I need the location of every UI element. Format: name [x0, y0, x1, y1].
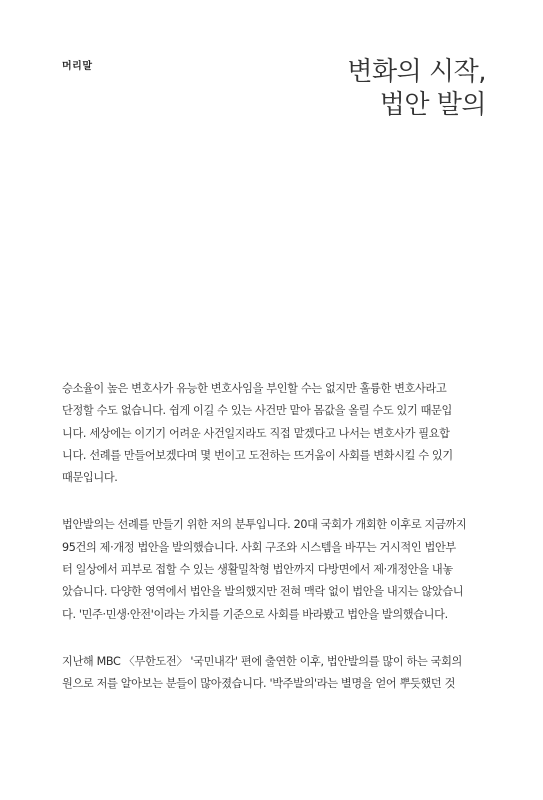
text-line: 95건의 제·개정 법안을 발의했습니다. 사회 구조와 시스템을 바꾸는 거시적인 법안부 [62, 540, 456, 554]
text-line: 때문입니다. [62, 471, 118, 485]
text-line: 니다. 세상에는 이기기 어려운 사건일지라도 직접 맡겠다고 나서는 변호사가 필요합 [62, 426, 450, 440]
text-line: 법안발의는 선례를 만들기 위한 저의 분투입니다. 20대 국회가 개회한 이후로 지금까지 [62, 518, 467, 532]
text-line: 다. '민주·민생·안전'이라는 가치를 기준으로 사회를 바라봤고 법안을 발의했습니다. [62, 607, 448, 621]
chapter-title-line-1: 변화의 시작, [347, 57, 486, 87]
paragraph-3 [62, 651, 482, 696]
paragraph-1 [62, 378, 482, 489]
text-line: 원으로 저를 알아보는 분들이 많아졌습니다. '박주발의'라는 별명을 얻어 뿌듯했던 것 [62, 677, 456, 691]
text-line: 니다. 선례를 만들어보겠다며 몇 번이고 도전하는 뜨거움이 사회를 변화시킬 수 있기 [62, 448, 453, 462]
text-line: 터 일상에서 피부로 접할 수 있는 생활밀착형 법안까지 다방면에서 제·개정안을 내놓 [62, 563, 453, 577]
text-line: 승소율이 높은 변호사가 유능한 변호사임을 부인할 수는 없지만 훌륭한 변호사라고 [62, 382, 447, 395]
text-line: 단정할 수도 없습니다. 쉽게 이길 수 있는 사건만 맡아 몸값을 올릴 수도 있기 때문입 [62, 404, 452, 418]
chapter-title-line-2: 법안 발의 [379, 90, 486, 120]
text-line: 지난해 MBC 〈무한도전〉 '국민내각' 편에 출연한 이후, 법안발의를 많이 하는 국회의 [62, 654, 463, 668]
paragraph-2 [62, 514, 482, 625]
body-text [62, 378, 482, 721]
section-label: 머리말 [62, 61, 93, 72]
chapter-title [347, 56, 486, 122]
text-line: 았습니다. 다양한 영역에서 법안을 발의했지만 전혀 맥락 없이 법안을 내지는 않았습니 [62, 585, 464, 599]
